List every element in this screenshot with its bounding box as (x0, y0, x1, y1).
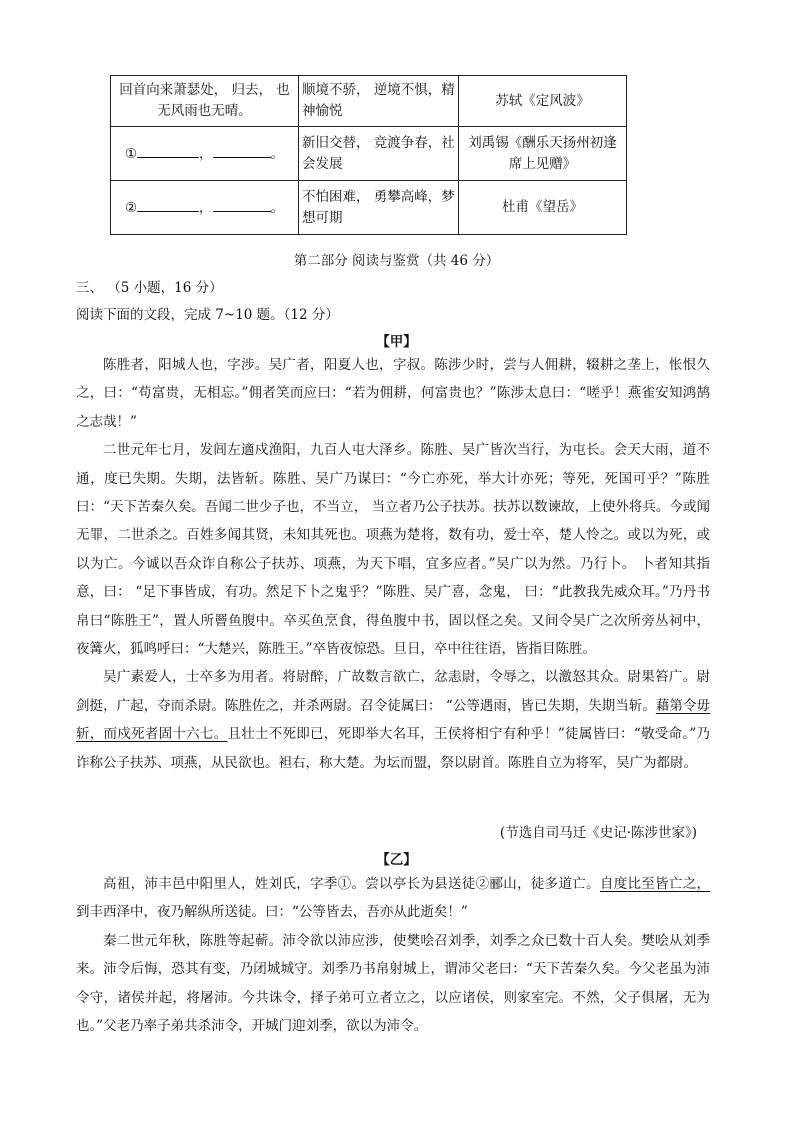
answer-blank[interactable] (213, 197, 271, 212)
part2-title: 第二部分 阅读与鉴赏（共 46 分） (293, 253, 500, 269)
section3-heading: 三、 （5 小题，16 分） (76, 280, 223, 296)
section3-instruction: 阅读下面的文段，完成 7~10 题。（12 分） (76, 307, 339, 323)
answer-blank[interactable] (137, 143, 199, 158)
passage-yi (76, 870, 710, 1040)
period: 。 (270, 199, 285, 216)
blank-number: ② (124, 199, 138, 216)
text-span: 到丰西泽中，夜乃解纵所送徒。曰：“公等皆去，吾亦从此逝矣！” (76, 904, 468, 921)
quote-cell: 回首向来萧瑟处， 归去， 也无风雨也无晴。 (111, 76, 299, 127)
fill-blank-cell (111, 181, 299, 235)
comma: ， (199, 199, 213, 216)
fill-blank-cell (111, 127, 299, 181)
passage-yi-paragraph-2: 秦二世元年秋，陈胜等起蕲。沛令欲以沛应涉，使樊哙召刘季，刘季之众已数十百人矣。樊哙从刘季来。沛令后悔，恐其有变，乃闭城城守。刘季乃书帛射城上，谓沛父老曰：“天下苦秦久矣。今父老虽为沛令守，诸侯并起，将屠沛。今共诛令，择子弟可立者立之，以应诸侯，则家室完。不然，父子俱屠，无为也。”父老乃率子弟共杀沛令，开城门迎刘季，欲以为沛令。 (76, 932, 710, 1035)
passage-jia-paragraph-2: 二世元年七月，发闾左適戍渔阳，九百人屯大泽乡。陈胜、吴广皆次当行，为屯长。会天大雨，道不通，度已失期。失期，法皆斩。陈胜、吴广乃谋曰：“今亡亦死，举大计亦死；等死，死国可乎？”陈胜曰：“天下苦秦久矣。吾闻二世少子也，不当立， 当立者乃公子扶苏。扶苏以数谏故，上使外将兵。今或闻无罪，二世杀之。百姓多闻其贤，未知其死也。项燕为楚将，数有功，爱士卒，楚人怜之。或以为死，或以为亡。今诚以吾众诈自称公子扶苏、项燕，为天下唱，宜多应者。”吴广以为然。乃行卜。 卜者知其指意，曰： “足下事皆成，有功。然足下卜之鬼乎？”陈胜、吴广喜，念鬼， 曰：“此教我先威众耳。”乃丹书帛曰“陈胜王”，置人所罾鱼腹中。卒买鱼烹食，得鱼腹中书，固以怪之矣。又间令吴广之次所旁丛祠中，夜篝火，狐鸣呼曰：“大楚兴，陈胜王。”卒皆夜惊恐。旦日，卒中往往语，皆指目陈胜。 (76, 442, 710, 658)
table-row (111, 181, 627, 235)
passage-jia-paragraph-3 (76, 663, 710, 777)
answer-blank[interactable] (213, 143, 271, 158)
answer-blank[interactable] (137, 197, 199, 212)
theme-cell: 顺境不骄， 逆境不惧，精神愉悦 (299, 76, 459, 127)
passage-yi-paragraph-1 (76, 870, 710, 927)
passage-jia-label: 【甲】 (376, 334, 417, 350)
author-work-cell: 苏轼《定风波》 (459, 76, 627, 127)
underlined-sentence: 藉第令毋斩，而戍死者固十六七。 (76, 697, 710, 743)
table-row (111, 76, 627, 127)
author-work-cell: 刘禹锡《酬乐天扬州初逢席上见赠》 (459, 127, 627, 181)
blank-number: ① (124, 145, 138, 162)
passage-jia-paragraph-1: 陈胜者，阳城人也，字涉。吴广者，阳夏人也，字叔。陈涉少时，尝与人佣耕，辍耕之垄上，怅恨久之，曰：“苟富贵，无相忘。”佣者笑而应曰：“若为佣耕，何富贵也？”陈涉太息曰：“嗟乎！燕雀安知鸿鹄之志哉！” (76, 357, 710, 430)
text-span: 且壮士不死即已，死即举大名耳，王侯将相宁有种乎！”徒属皆曰：“敬受命。”乃诈称公子扶苏、项燕，从民欲也。袒右，称大楚。为坛而盟，祭以尉首。陈胜自立为将军，吴广为都尉。 (76, 726, 710, 771)
author-work-cell: 杜甫《望岳》 (459, 181, 627, 235)
text-span: 高祖，沛丰邑中阳里人，姓刘氏，字季①。尝以亭长为县送徒②郦山，徒多道亡。 (103, 876, 600, 892)
theme-cell: 不怕困难， 勇攀高峰，梦想可期 (299, 181, 459, 235)
table-row (111, 127, 627, 181)
passage-jia (76, 351, 710, 777)
text-span: 吴广素爱人，士卒多为用者。将尉醉，广故数言欲亡，忿恚尉，令辱之，以激怒其众。尉果笞广。尉剑挺，广起，夺而杀尉。陈胜佐之，并杀两尉。召令徒属曰： “公等遇雨，皆已失期，失期当斩。 (76, 669, 710, 714)
poetry-table (110, 75, 627, 235)
passage-jia-source: (节选自司马迁《史记·陈涉世家》) (499, 825, 697, 841)
comma: ， (199, 145, 213, 162)
theme-cell: 新旧交替， 竞渡争春，社会发展 (299, 127, 459, 181)
underlined-sentence: 自度比至皆亡之， (599, 876, 711, 892)
passage-yi-label: 【乙】 (376, 852, 417, 868)
period: 。 (270, 145, 285, 162)
